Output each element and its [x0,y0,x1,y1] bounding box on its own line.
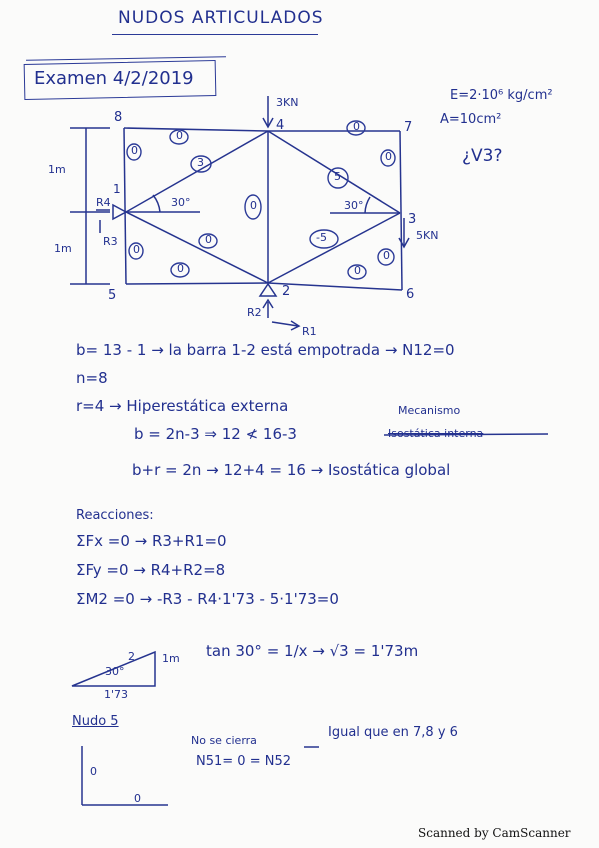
member-force-8: 0 [250,199,257,212]
triangle-side-hyp: 2 [128,650,135,663]
load-top-label: 3KN [276,96,299,109]
member-force-11: 0 [383,249,390,262]
area-a: A=10cm² [440,112,502,127]
r1-label: R1 [302,325,317,338]
node5-note-2: N51= 0 = N52 [196,754,291,769]
reactions-heading: Reacciones: [76,508,154,523]
member-1-2 [126,212,268,283]
angle-arc-right [365,197,370,213]
sum-fy: ΣFy =0 → R4+R2=8 [76,561,226,579]
node-6-label: 6 [406,287,415,302]
member-force-12: 0 [177,262,184,275]
node5-note-1: No se cierra [191,734,257,747]
r2-label: R2 [247,306,262,319]
struck-isostatic: Isostática interna [388,427,484,440]
node5-note-3: Igual que en 7,8 y 6 [328,725,458,740]
member-force-5: 3 [197,156,204,169]
member-force-3: 0 [131,144,138,157]
member-8-4 [124,128,268,131]
dim-top-label: 1m [48,163,66,176]
node-2-label: 2 [282,284,291,299]
triangle-base: 1'73 [104,688,129,701]
node5-zero-1: 0 [90,765,97,778]
analysis-line-1: b= 13 - 1 → la barra 1-2 está empotrada → N12=0 [76,341,455,359]
triangle-side-vertical: 1m [162,652,180,665]
sum-m2: ΣM2 =0 → -R3 - R4·1'73 - 5·1'73=0 [76,590,339,608]
member-7-6 [400,131,402,290]
member-force-13: 0 [354,264,361,277]
triangle-angle: 30° [105,665,125,678]
dim-bottom-label: 1m [54,242,72,255]
support-1 [113,205,126,219]
node-7-label: 7 [404,120,413,135]
modulus-e: E=2·10⁶ kg/cm² [450,88,553,103]
r4-label: R4 [96,196,111,209]
member-force-9: 0 [205,233,212,246]
tan-formula: tan 30° = 1/x → √3 = 1'73m [206,642,419,660]
node5-heading: Nudo 5 [72,714,119,729]
r3-label: R3 [103,235,118,248]
support-2 [260,284,276,296]
angle-left-label: 30° [171,196,191,209]
analysis-line-5: b+r = 2n → 12+4 = 16 → Isostática global [132,461,451,479]
angle-right-label: 30° [344,199,364,212]
node-1-label: 1 [113,182,121,196]
member-force-10: 0 [133,243,140,256]
sum-fx: ΣFx =0 → R3+R1=0 [76,532,227,550]
member-force-7: -5 [316,231,327,244]
node-5-label: 5 [108,288,117,303]
mechanism-note: Mecanismo [398,404,461,417]
member-force-2: 0 [353,120,360,133]
exam-label: Examen 4/2/2019 [34,68,194,89]
angle-arc-left [153,195,160,212]
member-force-6: 5 [334,170,341,183]
member-2-3 [268,213,400,283]
member-8-5 [124,128,126,284]
member-5-2 [126,283,268,284]
analysis-line-3: r=4 → Hiperestática externa [76,397,289,415]
member-force-1: 0 [176,129,183,142]
analysis-line-2: n=8 [76,369,108,387]
node-8-label: 8 [114,110,123,125]
node-3-label: 3 [408,212,417,227]
page-title: NUDOS ARTICULADOS [118,8,324,28]
node-4-label: 4 [276,118,285,133]
load-right-label: 5KN [416,229,439,242]
node5-zero-2: 0 [134,792,141,805]
question-v3: ¿V3? [462,146,503,166]
analysis-line-4: b = 2n-3 ⇒ 12 ≮ 16-3 [134,425,297,443]
scanner-watermark: Scanned by CamScanner [418,826,571,840]
member-force-4: 0 [385,150,392,163]
